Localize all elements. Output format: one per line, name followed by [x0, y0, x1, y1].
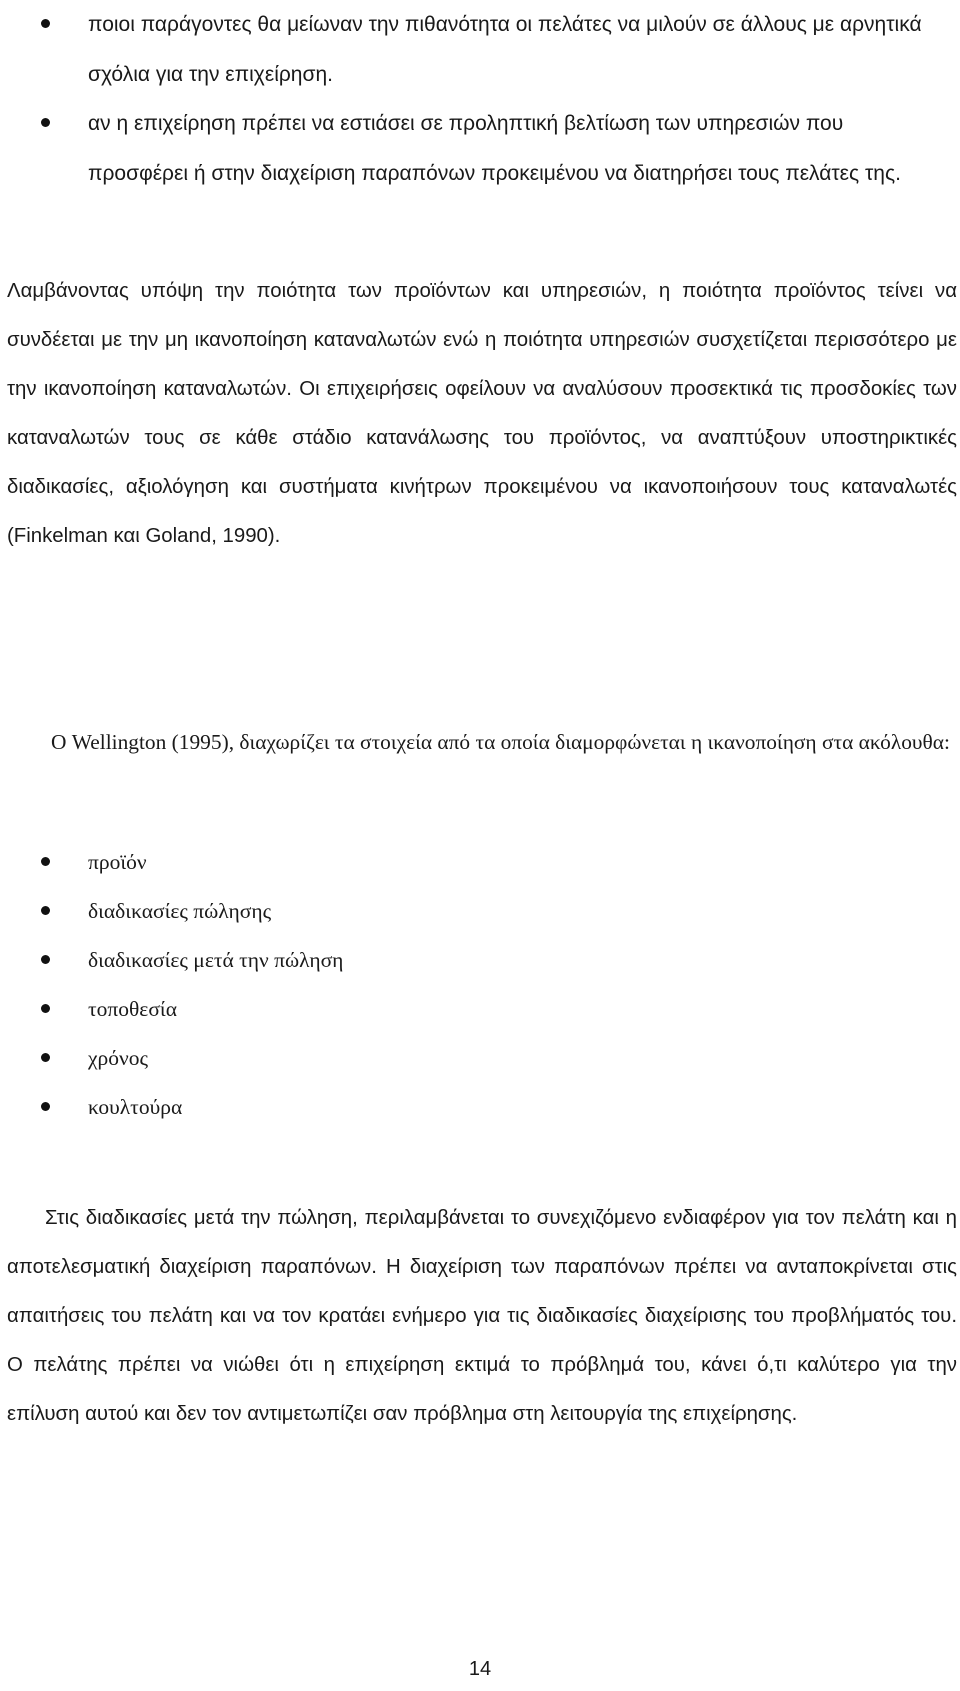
- bullet-text: διαδικασίες μετά την πώληση: [88, 948, 344, 972]
- bullet-icon: [41, 1004, 50, 1013]
- bullet-icon: [41, 19, 50, 28]
- page-number: 14: [468, 1658, 492, 1680]
- paragraph-after-sales: Στις διαδικασίες μετά την πώληση, περιλαμβάνεται το συνεχιζόμενο ενδιαφέρον για τον πελάτη και η αποτελεσματική διαχείριση παραπόνων. Η διαχείριση των παραπόνων πρέπει να ανταποκρίνεται στις απαιτήσεις του πελάτη και να τον κρατάει ενήμερο για τις διαδικασίες διαχείρισης του προβλήματός του. Ο πελάτης πρέπει να νιώθει ότι η επιχείρηση εκτιμά το πρόβλημά του, κάνει ό,τι καλύτερο για την επίλυση αυτού και δεν τον αντιμετωπίζει σαν πρόβλημα στη λειτουργία της επιχείρησης.: [7, 1207, 957, 1425]
- bullet-text: κουλτούρα: [88, 1095, 183, 1119]
- list-item: [0, 99, 940, 198]
- bullet-text: διαδικασίες πώλησης: [88, 899, 272, 923]
- list-item: [0, 936, 940, 985]
- bullet-icon: [41, 906, 50, 915]
- list-item: [0, 887, 940, 936]
- list-item: [0, 838, 940, 887]
- bullet-text: τοποθεσία: [88, 997, 177, 1021]
- bullet-icon: [41, 118, 50, 127]
- bullet-icon: [41, 1053, 50, 1062]
- paragraph-quality: Λαμβάνοντας υπόψη την ποιότητα των προϊόντων και υπηρεσιών, η ποιότητα προϊόντος τείνει να συνδέεται με την μη ικανοποίηση καταναλωτών ενώ η ποιότητα υπηρεσιών συσχετίζεται περισσότερο με την ικανοποίηση καταναλωτών. Οι επιχειρήσεις οφείλουν να αναλύσουν προσεκτικά τις προσδοκίες των καταναλωτών τους σε κάθε στάδιο κατανάλωσης του προϊόντος, να αναπτύξουν υποστηρικτικές διαδικασίες, αξιολόγηση και συστήματα κινήτρων προκειμένου να ικανοποιήσουν τους καταναλωτές (Finkelman και Goland, 1990).: [7, 280, 957, 547]
- bullet-icon: [41, 955, 50, 964]
- paragraph-wellington: Ο Wellington (1995), διαχωρίζει τα στοιχεία από τα οποία διαμορφώνεται η ικανοποίηση στα ακόλουθα:: [51, 730, 950, 754]
- top-bullet-list: [0, 0, 940, 198]
- bullet-text: αν η επιχείρηση πρέπει να εστιάσει σε προληπτική βελτίωση των υπηρεσιών που προσφέρει ή στην διαχείριση παραπόνων προκειμένου να διατηρήσει τους πελάτες της.: [88, 112, 901, 185]
- bullet-icon: [41, 857, 50, 866]
- bullet-text: χρόνος: [88, 1046, 149, 1070]
- bullet-text: προϊόν: [88, 850, 147, 874]
- list-item: [0, 985, 940, 1034]
- bullet-icon: [41, 1102, 50, 1111]
- list-item: [0, 1083, 940, 1132]
- list-item: [0, 1034, 940, 1083]
- satisfaction-elements-list: [0, 838, 940, 1132]
- bullet-text: ποιοι παράγοντες θα μείωναν την πιθανότητα οι πελάτες να μιλούν σε άλλους με αρνητικά σχόλια για την επιχείρηση.: [88, 13, 922, 86]
- list-item: [0, 0, 940, 99]
